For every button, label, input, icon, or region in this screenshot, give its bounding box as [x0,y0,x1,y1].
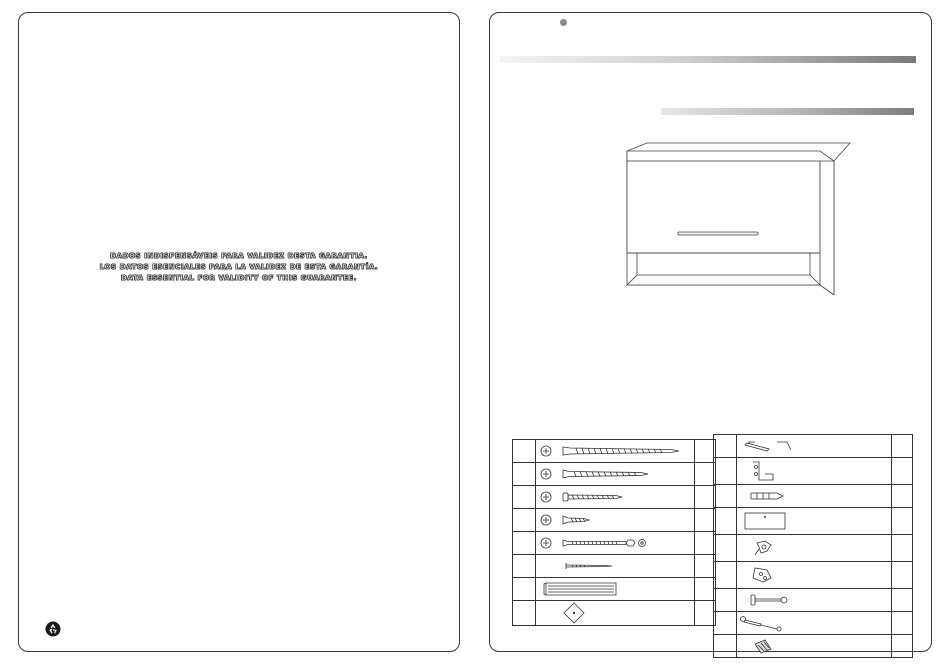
product-panel [489,12,932,652]
part-row [513,440,716,463]
cabinet-illustration [610,125,860,295]
part-row [714,435,913,458]
part-row [513,555,716,578]
header-bar [500,56,916,63]
pan-head-screw-icon [535,486,694,509]
subheader-bar [661,108,914,115]
part-row [714,635,913,658]
part-row [714,589,913,612]
part-row [513,463,716,486]
part-row [513,601,716,626]
recycle-icon [45,621,61,637]
part-row [714,458,913,485]
wall-plug-icon [736,485,891,508]
warranty-text-en: DATA ESSENTIAL FOR VALIDITY OF THIS GUARANTEE. [120,274,358,282]
brush-pad-icon [736,635,891,658]
hinge-plate-icon [736,562,891,589]
parts-table-right [713,434,913,658]
short-screw-icon [535,509,694,532]
part-row [513,578,716,601]
knob-icon [535,601,694,626]
long-screw-icon [535,440,694,463]
part-row [513,509,716,532]
gas-piston-icon [736,612,891,635]
hinge-icon [736,535,891,562]
part-row [513,532,716,555]
warranty-note [79,251,399,284]
warranty-text-es: LOS DATOS ESENCIALES PARA LA VALIDEZ DE ESTA GARANTÍA. [99,263,379,271]
handle-bar-icon [535,578,694,601]
parts-table-left [512,439,716,626]
allen-keys-icon [736,435,891,458]
label-plate-icon [736,508,891,535]
part-row [513,486,716,509]
connector-bolt-icon [535,532,694,555]
part-row [714,612,913,635]
part-row [714,485,913,508]
part-row [714,508,913,535]
bracket-icon [736,458,891,485]
part-row [714,535,913,562]
cam-bolt-icon [736,589,891,612]
warranty-text-pt: DADOS INDISPENSÁVEIS PARA VALIDEZ DESTA GARANTIA. [110,252,368,260]
bullet-dot [560,19,567,26]
warranty-panel [18,12,460,652]
part-row [714,562,913,589]
nail-icon [535,555,694,578]
medium-screw-icon [535,463,694,486]
